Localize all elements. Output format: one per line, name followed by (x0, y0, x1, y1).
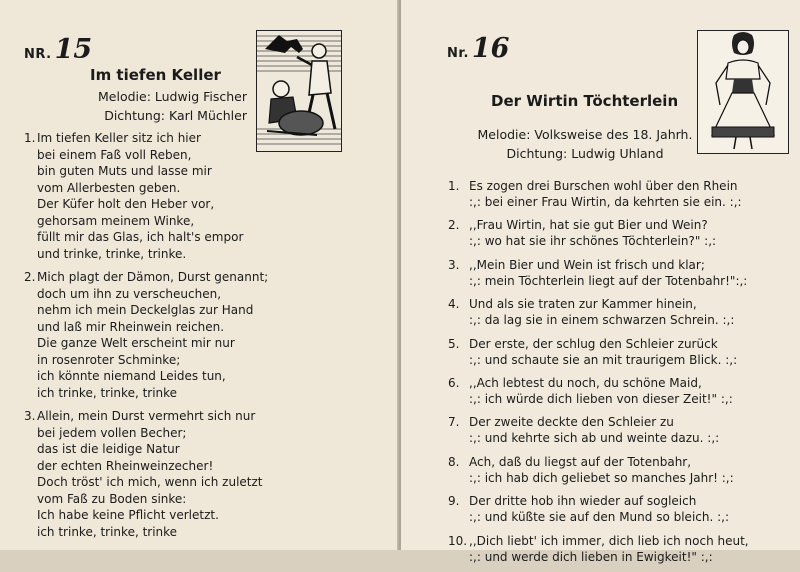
song-title-left: Im tiefen Keller (90, 66, 221, 84)
melodie-credit: Melodie: Volksweise des 18. Jahrh. (477, 127, 693, 142)
verse-line: und trinke, trinke, trinke. (37, 246, 187, 261)
verse-refrain-line: :,: und kehrte sich ab und weinte dazu. :,: (469, 431, 720, 446)
verse-line: gehorsam meinem Winke, (37, 213, 195, 228)
verse (448, 217, 749, 249)
verse-number: 4. (448, 297, 460, 312)
verse-number: 2. (24, 270, 36, 284)
verse-number: 6. (448, 375, 460, 390)
verse (448, 296, 749, 328)
verse-lines (469, 178, 742, 210)
verse-line: füllt mir das Glas, ich halt's empor (37, 230, 244, 244)
verse-line: ,,Frau Wirtin, hat sie gut Bier und Wein? (469, 218, 708, 233)
verse (448, 414, 749, 446)
verse-line: bei jedem vollen Becher; (37, 425, 187, 440)
verse-line: Es zogen drei Burschen wohl über den Rhein (469, 179, 738, 193)
verse (448, 336, 749, 368)
verse-line: ich könnte niemand Leides tun, (37, 369, 226, 383)
verse-number: 5. (448, 336, 460, 351)
verse-line: Ich habe keine Pflicht verletzt. (37, 508, 219, 522)
verse-refrain-line: :,: mein Töchterlein liegt auf der Totenbahr!":,: (469, 273, 748, 288)
melodie-credit: Melodie: Ludwig Fischer (98, 89, 247, 104)
verse-lines (469, 414, 719, 446)
verse-line: Doch tröst' ich mich, wenn ich zuletzt (37, 475, 263, 489)
verse-line: und laß mir Rheinwein reichen. (37, 319, 225, 334)
verse-refrain-line: :,: da lag sie in einem schwarzen Schrein. :,: (469, 313, 735, 328)
verse-line: Der Küfer holt den Heber vor, (37, 197, 215, 211)
verse-lines (37, 408, 263, 540)
verse-refrain-line: :,: bei einer Frau Wirtin, da kehrten sie ein. :,: (469, 195, 742, 209)
verse-lines (37, 130, 243, 262)
verse-refrain-line: :,: und küßte sie auf den Mund so bleich. :,: (469, 510, 730, 525)
verse-lines (469, 257, 747, 289)
verse (24, 408, 268, 540)
verse-lines (37, 269, 268, 401)
verse-line: Der dritte hob ihn wieder auf sogleich (469, 494, 697, 509)
verse-line: nehm ich mein Deckelglas zur Hand (37, 303, 254, 317)
verses-right (448, 178, 749, 572)
number-label: NR. (24, 47, 52, 62)
verse-number: 8. (448, 454, 460, 469)
verse-line: Der erste, der schlug den Schleier zurück (469, 336, 718, 351)
verse-lines (469, 336, 737, 368)
verse-line: vom Faß zu Boden sinke: (37, 491, 187, 506)
verse-number: 3. (448, 257, 460, 272)
song-title-right: Der Wirtin Töchterlein (491, 92, 679, 110)
left-page (0, 0, 399, 550)
verse-line: ,,Dich liebt' ich immer, dich lieb ich noch heut, (469, 533, 749, 548)
verse-refrain-line: :,: ich hab dich geliebet so manches Jahr! :,: (469, 470, 734, 485)
verse-line: in rosenroter Schminke; (37, 352, 181, 367)
cellar-illustration (256, 30, 342, 152)
verse-line: ,,Ach lebtest du noch, du schöne Maid, (469, 375, 702, 390)
number-value: 16 (471, 33, 510, 64)
verse-refrain-line: :,: und schaute sie an mit traurigem Blick. :,: (469, 352, 738, 367)
verse-number: 9. (448, 494, 460, 509)
verse-number: 3. (24, 409, 36, 423)
verse-refrain-line: :,: ich würde dich lieben von dieser Zeit!" :,: (469, 391, 733, 406)
number-value: 15 (54, 34, 93, 65)
verse-line: Ach, daß du liegst auf der Totenbahr, (469, 454, 692, 469)
verse-line: ich trinke, trinke, trinke (37, 524, 178, 539)
song-number-left (24, 34, 92, 65)
verse-number: 1. (448, 179, 460, 193)
verse-refrain-line: :,: wo hat sie ihr schönes Töchterlein?" :,: (469, 234, 717, 249)
verse (448, 493, 749, 525)
dichtung-credit: Dichtung: Karl Müchler (104, 108, 247, 123)
verse-line: bin guten Muts und lasse mir (37, 164, 212, 178)
verse-number: 10. (448, 533, 468, 548)
verse-line: ,,Mein Bier und Wein ist frisch und klar; (469, 257, 705, 272)
verse-line: Im tiefen Keller sitz ich hier (37, 131, 201, 145)
verse-lines (469, 454, 734, 486)
verse-line: Der zweite deckte den Schleier zu (469, 415, 674, 430)
verse-number: 1. (24, 131, 36, 145)
verse-lines (469, 493, 729, 525)
verse-line: doch um ihn zu verscheuchen, (37, 286, 222, 301)
verse (448, 375, 749, 407)
verse-lines (469, 296, 734, 328)
verse-line: vom Allerbesten geben. (37, 180, 181, 195)
verse-lines (469, 375, 733, 407)
verse-lines (469, 217, 716, 249)
song-credits-left (60, 87, 247, 125)
song-credits-right (421, 125, 749, 163)
verse (448, 533, 749, 565)
verse-line: bei einem Faß voll Reben, (37, 147, 192, 162)
drinkers-drawing-icon (257, 31, 341, 151)
verses-left (24, 130, 268, 547)
dichtung-credit: Dichtung: Ludwig Uhland (506, 146, 664, 161)
verse-line: Allein, mein Durst vermehrt sich nur (37, 409, 256, 423)
song-number-right (447, 33, 509, 64)
verse-number: 7. (448, 415, 460, 430)
verse-line: der echten Rheinweinzecher! (37, 458, 214, 473)
verse-line: Und als sie traten zur Kammer hinein, (469, 297, 697, 312)
verse-line: Die ganze Welt erscheint mir nur (37, 336, 235, 350)
verse-lines (469, 533, 749, 565)
verse (24, 130, 268, 262)
verse (448, 454, 749, 486)
number-label: Nr. (447, 46, 469, 61)
verse (24, 269, 268, 401)
verse-line: ich trinke, trinke, trinke (37, 385, 178, 400)
verse-number: 2. (448, 218, 460, 233)
verse-refrain-line: :,: und werde dich lieben in Ewigkeit!" :,: (469, 549, 713, 564)
verse (448, 178, 749, 210)
verse-line: das ist die leidige Natur (37, 442, 180, 456)
verse (448, 257, 749, 289)
verse-line: Mich plagt der Dämon, Durst genannt; (37, 270, 269, 284)
